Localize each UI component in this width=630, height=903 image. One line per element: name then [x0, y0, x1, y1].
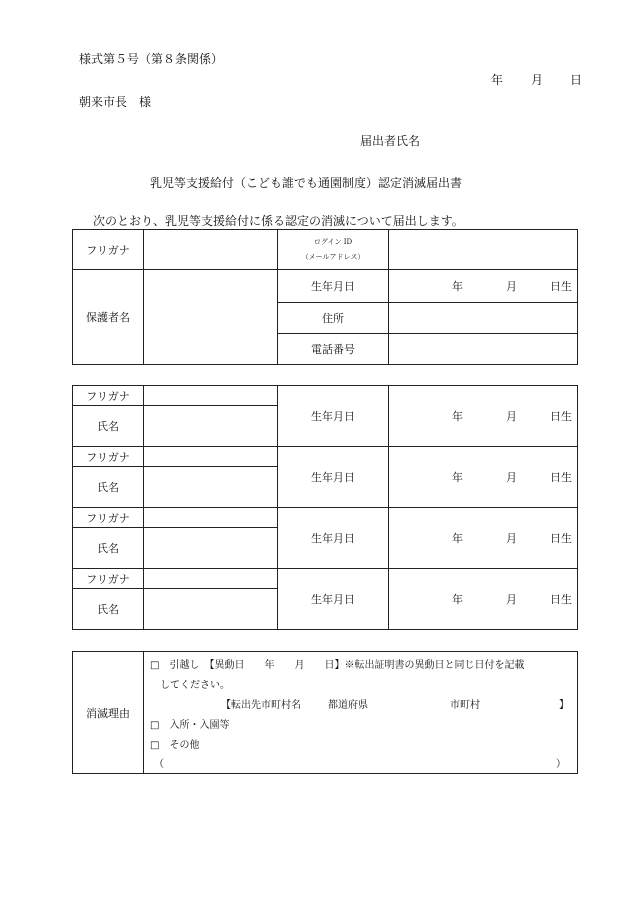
form-title: 乳児等支援給付（こども誰でも通園制度）認定消滅届出書 — [150, 176, 463, 190]
guardian-birth-year: 年 — [452, 280, 463, 293]
reason-other-option[interactable]: □ その他 — [150, 740, 200, 751]
other-paren-close: ） — [556, 759, 566, 770]
child-birth-year: 年 — [452, 410, 463, 423]
child-furigana-field[interactable] — [144, 508, 278, 528]
child-birth-field[interactable] — [389, 447, 578, 508]
child-name-label: 氏名 — [73, 589, 144, 630]
child-name-label: 氏名 — [73, 406, 144, 447]
child-birth-field[interactable] — [389, 386, 578, 447]
reason-label: 消滅理由 — [73, 652, 144, 774]
guardian-birth-field[interactable] — [389, 270, 578, 303]
prefecture-label: 都道府県 — [328, 700, 368, 711]
child-furigana-label: フリガナ — [73, 569, 144, 589]
destination-close-bracket: 】 — [559, 700, 569, 711]
child-name-label: 氏名 — [73, 528, 144, 569]
child-furigana-label: フリガナ — [73, 508, 144, 528]
child-birth-label: 生年月日 — [278, 386, 389, 447]
child-birth-label: 生年月日 — [278, 508, 389, 569]
children-table — [72, 385, 578, 630]
reason-moving-note: してください。 — [160, 680, 230, 691]
child-furigana-field[interactable] — [144, 447, 278, 467]
date-day-label: 日 — [570, 73, 583, 87]
child-birth-label: 生年月日 — [278, 569, 389, 630]
reason-table — [72, 651, 578, 774]
child-birth-month: 月 — [506, 532, 517, 545]
intro-text: 次のとおり、乳児等支援給付に係る認定の消滅について届出します。 — [93, 214, 464, 228]
phone-label: 電話番号 — [278, 334, 389, 365]
guardian-birth-day: 日生 — [550, 280, 572, 293]
guardian-birth-label: 生年月日 — [278, 270, 389, 303]
child-name-field[interactable] — [144, 589, 278, 630]
child-birth-day: 日生 — [550, 593, 572, 606]
guardian-birth-month: 月 — [506, 280, 517, 293]
child-name-label: 氏名 — [73, 467, 144, 508]
child-birth-field[interactable] — [389, 508, 578, 569]
reason-admission-option[interactable]: □ 入所・入園等 — [150, 720, 230, 731]
phone-field[interactable] — [389, 334, 578, 365]
applicant-name-label: 届出者氏名 — [360, 134, 421, 148]
child-birth-day: 日生 — [550, 532, 572, 545]
child-birth-year: 年 — [452, 471, 463, 484]
child-birth-field[interactable] — [389, 569, 578, 630]
login-id-label-2: （メールアドレス） — [301, 252, 365, 261]
login-id-label-1: ログイン ID — [313, 237, 353, 246]
child-birth-month: 月 — [506, 471, 517, 484]
child-furigana-field[interactable] — [144, 386, 278, 406]
child-birth-month: 月 — [506, 410, 517, 423]
reason-content — [144, 652, 578, 774]
guardian-table — [72, 229, 578, 365]
child-birth-day: 日生 — [550, 471, 572, 484]
date-year-label: 年 — [491, 73, 504, 87]
guardian-name-label: 保護者名 — [73, 270, 144, 365]
destination-label: 【転出先市町村名 — [221, 700, 301, 711]
addressee: 朝来市長 様 — [79, 95, 152, 109]
login-id-field[interactable] — [389, 230, 578, 270]
municipality-label: 市町村 — [450, 700, 480, 711]
guardian-furigana-label: フリガナ — [73, 230, 144, 270]
child-birth-year: 年 — [452, 532, 463, 545]
address-label: 住所 — [278, 303, 389, 334]
guardian-name-field[interactable] — [144, 270, 278, 365]
reason-moving-option[interactable]: □ 引越し 【異動日 年 月 日】※転出証明書の異動日と同じ日付を記載 — [150, 660, 525, 671]
child-furigana-field[interactable] — [144, 569, 278, 589]
child-birth-label: 生年月日 — [278, 447, 389, 508]
login-id-label — [278, 230, 389, 270]
other-paren-open: （ — [154, 759, 164, 770]
child-birth-day: 日生 — [550, 410, 572, 423]
child-name-field[interactable] — [144, 467, 278, 508]
form-number: 様式第５号（第８条関係） — [79, 52, 224, 66]
child-birth-year: 年 — [452, 593, 463, 606]
date-month-label: 月 — [531, 73, 544, 87]
child-furigana-label: フリガナ — [73, 386, 144, 406]
address-field[interactable] — [389, 303, 578, 334]
child-name-field[interactable] — [144, 406, 278, 447]
child-birth-month: 月 — [506, 593, 517, 606]
child-name-field[interactable] — [144, 528, 278, 569]
child-furigana-label: フリガナ — [73, 447, 144, 467]
guardian-furigana-field[interactable] — [144, 230, 278, 270]
